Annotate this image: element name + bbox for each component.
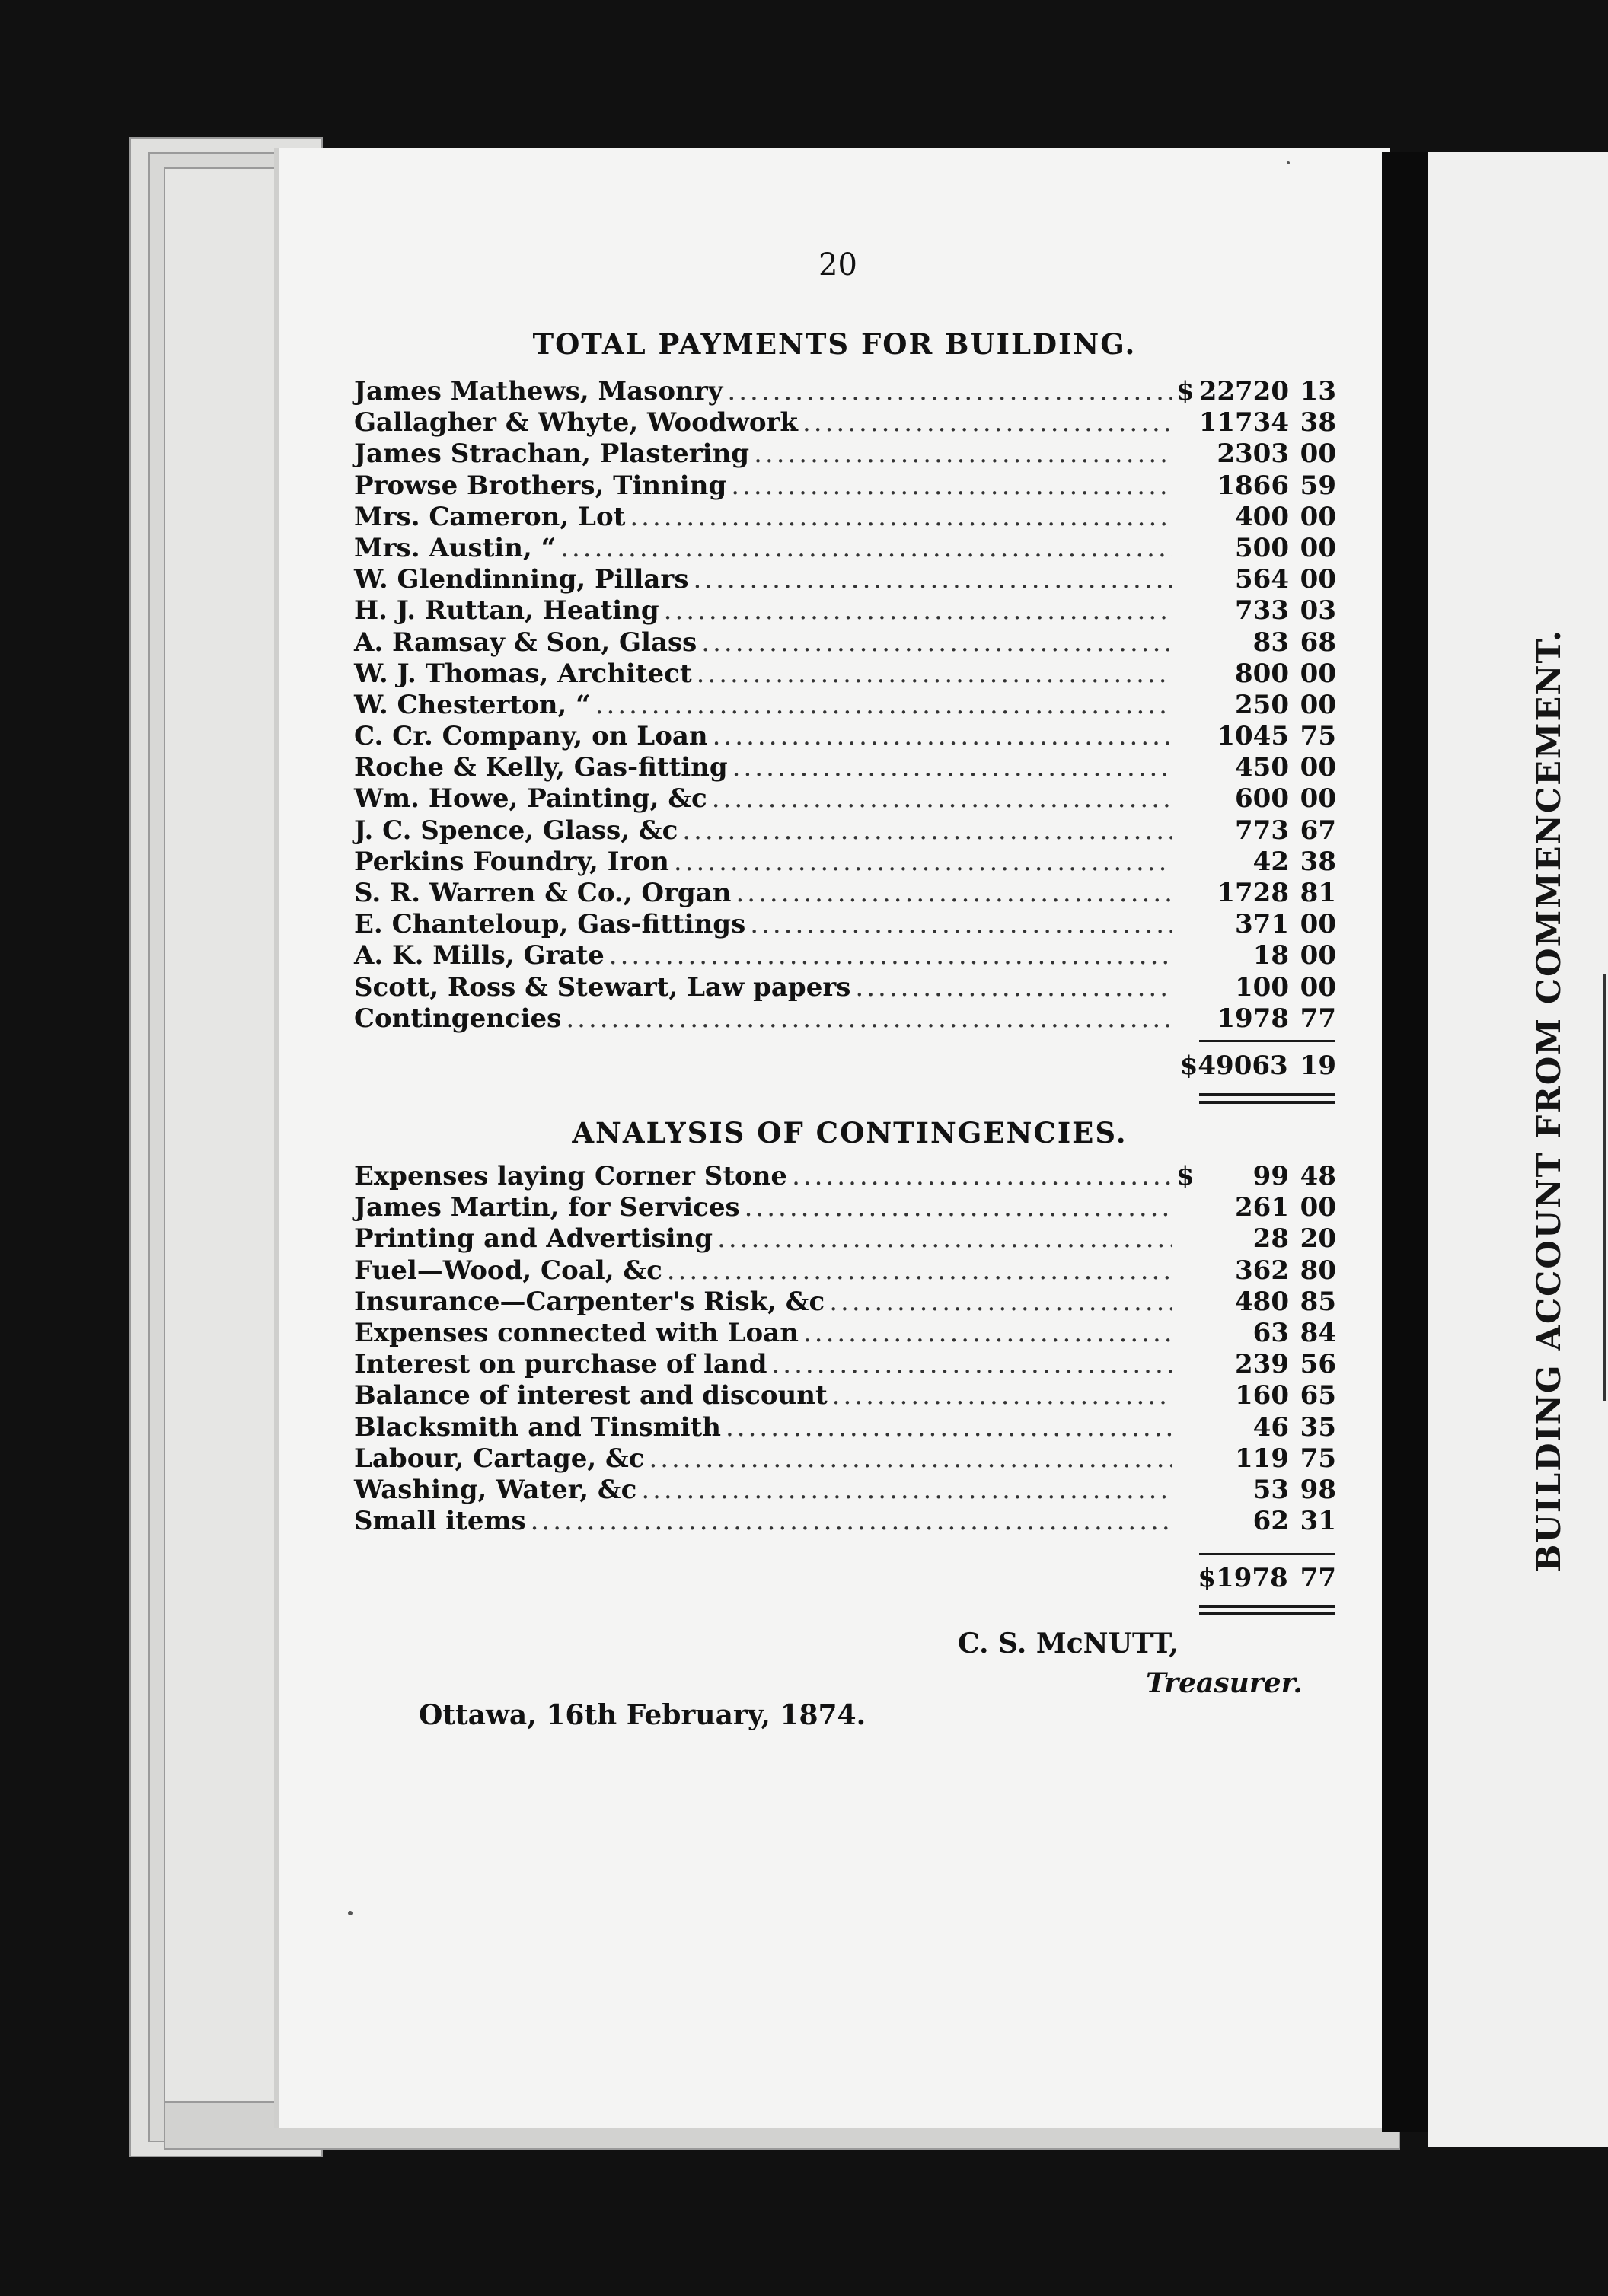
payment-row [354, 815, 1336, 847]
contingency-row [354, 1349, 1336, 1380]
payment-cents: 00 [1300, 752, 1336, 783]
payment-label: Perkins Foundry, Iron [354, 846, 669, 877]
payment-row [354, 533, 1336, 564]
payment-dollars: 600 [1235, 783, 1289, 815]
payment-row [354, 972, 1336, 1003]
payment-cents: 00 [1300, 689, 1336, 720]
payment-cents: 00 [1300, 564, 1336, 595]
contingency-label: Interest on purchase of land [354, 1349, 767, 1380]
contingencies-total [1195, 1563, 1336, 1593]
contingency-dollars: 99 [1252, 1161, 1289, 1191]
leader-dots [726, 1412, 1172, 1443]
payment-cents: 00 [1300, 532, 1336, 563]
payment-label: Prowse Brothers, Tinning [354, 470, 727, 501]
place-and-date: Ottawa, 16th February, 1874. [419, 1699, 866, 1731]
payment-cents: 59 [1300, 470, 1336, 501]
leader-dots [792, 1161, 1172, 1191]
contingency-row [354, 1506, 1336, 1537]
leader-dots [855, 972, 1172, 1003]
contingency-dollars: 362 [1235, 1255, 1289, 1286]
payment-label: James Mathews, Masonry [354, 376, 723, 407]
leader-dots [717, 1223, 1172, 1254]
contingencies-ledger [354, 1161, 1336, 1537]
contingency-dollars: 53 [1252, 1474, 1289, 1505]
contingency-label: Small items [354, 1506, 526, 1537]
payment-dollars: 42 [1252, 846, 1289, 877]
leader-dots [664, 595, 1172, 626]
payment-label: W. J. Thomas, Architect [354, 658, 692, 689]
contingency-row [354, 1443, 1336, 1475]
leader-dots [674, 847, 1172, 877]
contingency-row [354, 1318, 1336, 1349]
contingency-cents: 00 [1300, 1192, 1336, 1223]
double-rule [1199, 1101, 1335, 1104]
payment-label: W. Chesterton, “ [354, 689, 591, 720]
payment-dollars: 1045 [1217, 721, 1289, 752]
payment-cents: 00 [1300, 438, 1336, 470]
payment-cents: 81 [1300, 878, 1336, 908]
contingency-label: Expenses connected with Loan [354, 1317, 799, 1348]
leader-dots [771, 1349, 1172, 1379]
payment-row [354, 783, 1336, 815]
leader-dots [735, 878, 1172, 908]
payment-cents: 67 [1300, 815, 1336, 846]
payment-row [354, 909, 1336, 940]
contingency-dollars: 28 [1252, 1223, 1289, 1255]
payment-row [354, 502, 1336, 533]
contingency-cents: 75 [1300, 1443, 1336, 1474]
contingency-cents: 85 [1300, 1286, 1336, 1317]
leader-dots [630, 502, 1172, 532]
payment-row [354, 690, 1336, 721]
payment-dollars: 100 [1235, 971, 1289, 1003]
contingency-row [354, 1161, 1336, 1192]
contingencies-total-cents: 77 [1300, 1563, 1336, 1593]
leader-dots [727, 376, 1172, 407]
contingency-row [354, 1192, 1336, 1223]
contingency-cents: 20 [1300, 1223, 1336, 1255]
leader-dots [609, 940, 1172, 971]
contingency-row [354, 1380, 1336, 1411]
leader-dots [531, 1506, 1172, 1536]
payment-label: C. Cr. Company, on Loan [354, 721, 708, 752]
leader-dots [667, 1255, 1172, 1286]
payment-label: Mrs. Austin, “ [354, 532, 557, 563]
treasurer-title: Treasurer. [1146, 1667, 1303, 1699]
paper-speck [1287, 161, 1290, 164]
leader-dots [713, 721, 1172, 751]
payment-cents: 00 [1300, 971, 1336, 1003]
leader-dots [701, 627, 1172, 658]
leader-dots [682, 815, 1172, 846]
payment-label: W. Glendinning, Pillars [354, 564, 689, 595]
contingencies-total-dollars: $1978 [1198, 1563, 1288, 1593]
payment-label: Gallagher & Whyte, Woodwork [354, 407, 798, 438]
leader-dots [829, 1287, 1172, 1317]
contingency-label: Fuel—Wood, Coal, &c [354, 1255, 662, 1286]
contingency-label: Balance of interest and discount [354, 1380, 828, 1411]
sum-rule [1199, 1040, 1335, 1042]
sum-rule [1199, 1553, 1335, 1555]
page-number: 20 [818, 247, 857, 282]
payment-dollars: 1866 [1217, 470, 1289, 501]
payment-dollars: 18 [1252, 940, 1289, 971]
leader-dots [697, 659, 1172, 689]
leader-dots [560, 533, 1172, 563]
right-page [1428, 152, 1608, 2147]
double-rule [1199, 1612, 1335, 1615]
payment-dollars: 11734 [1198, 407, 1289, 438]
payment-row [354, 659, 1336, 690]
contingency-label: Insurance—Carpenter's Risk, &c [354, 1286, 825, 1317]
contingency-row [354, 1412, 1336, 1443]
payment-dollars: 371 [1235, 909, 1289, 940]
leader-dots [566, 1003, 1172, 1034]
contingency-dollars: 63 [1252, 1317, 1289, 1348]
contingency-row [354, 1475, 1336, 1506]
contingency-label: Expenses laying Corner Stone [354, 1161, 788, 1191]
contingency-cents: 56 [1300, 1349, 1336, 1380]
contingency-cents: 98 [1300, 1474, 1336, 1505]
payment-dollars: 2303 [1217, 438, 1289, 470]
payment-label: E. Chanteloup, Gas-fittings [354, 909, 746, 940]
contingency-label: Washing, Water, &c [354, 1474, 637, 1505]
contingency-label: Printing and Advertising [354, 1223, 713, 1255]
payment-label: Mrs. Cameron, Lot [354, 501, 626, 532]
leader-dots [832, 1380, 1172, 1411]
treasurer-name: C. S. McNUTT, [958, 1628, 1179, 1660]
payment-label: A. Ramsay & Son, Glass [354, 627, 697, 658]
payment-cents: 00 [1300, 658, 1336, 689]
payment-row [354, 627, 1336, 659]
payment-row [354, 847, 1336, 878]
contingency-dollars: 239 [1235, 1349, 1289, 1380]
currency-sign: $ [1176, 1161, 1195, 1191]
payment-cents: 38 [1300, 846, 1336, 877]
contingency-dollars: 261 [1235, 1192, 1289, 1223]
contingency-label: James Martin, for Services [354, 1192, 740, 1223]
payments-total-cents: 19 [1300, 1051, 1336, 1081]
payment-row [354, 407, 1336, 438]
payments-total [1179, 1051, 1336, 1081]
payment-label: H. J. Ruttan, Heating [354, 595, 659, 627]
payment-cents: 77 [1300, 1003, 1336, 1034]
payment-row [354, 878, 1336, 909]
payment-cents: 38 [1300, 407, 1336, 438]
payment-row [354, 438, 1336, 470]
leader-dots [803, 1318, 1172, 1348]
contingency-row [354, 1287, 1336, 1318]
leader-dots [595, 690, 1172, 720]
payment-dollars: 250 [1235, 689, 1289, 720]
payment-dollars: 450 [1235, 752, 1289, 783]
payment-row [354, 1003, 1336, 1035]
facing-page-title: BUILDING ACCOUNT FROM COMMENCEMENT. [1530, 629, 1568, 1572]
payment-cents: 00 [1300, 909, 1336, 940]
leader-dots [732, 752, 1172, 783]
payment-row [354, 752, 1336, 783]
payment-label: Roche & Kelly, Gas-fitting [354, 752, 728, 783]
contingency-dollars: 119 [1235, 1443, 1289, 1474]
payment-row [354, 470, 1336, 502]
currency-sign: $ [1176, 376, 1195, 407]
facing-page-rule [1603, 974, 1606, 1401]
leader-dots [693, 564, 1172, 595]
payments-title: TOTAL PAYMENTS FOR BUILDING. [532, 327, 1137, 361]
contingency-cents: 80 [1300, 1255, 1336, 1286]
leader-dots [731, 470, 1172, 501]
payment-cents: 00 [1300, 940, 1336, 971]
payment-label: Contingencies [354, 1003, 562, 1034]
payment-dollars: 773 [1235, 815, 1289, 846]
contingency-dollars: 160 [1235, 1380, 1289, 1411]
leader-dots [802, 407, 1172, 438]
contingency-label: Labour, Cartage, &c [354, 1443, 645, 1474]
contingency-cents: 35 [1300, 1411, 1336, 1443]
contingency-row [354, 1223, 1336, 1255]
payment-dollars: 22720 [1198, 376, 1289, 407]
double-rule [1199, 1093, 1335, 1096]
contingency-dollars: 62 [1252, 1506, 1289, 1537]
payment-cents: 75 [1300, 721, 1336, 752]
payment-row [354, 940, 1336, 971]
payment-dollars: 1728 [1217, 878, 1289, 908]
payment-cents: 03 [1300, 595, 1336, 627]
contingency-cents: 84 [1300, 1317, 1336, 1348]
payment-dollars: 800 [1235, 658, 1289, 689]
leader-dots [712, 783, 1172, 814]
payment-label: S. R. Warren & Co., Organ [354, 878, 732, 908]
contingency-dollars: 480 [1235, 1286, 1289, 1317]
payment-row [354, 564, 1336, 595]
payment-label: James Strachan, Plastering [354, 438, 750, 470]
leader-dots [754, 438, 1172, 469]
contingency-dollars: 46 [1252, 1411, 1289, 1443]
leader-dots [745, 1192, 1172, 1223]
contingencies-title: ANALYSIS OF CONTINGENCIES. [572, 1116, 1128, 1150]
leader-dots [750, 909, 1172, 939]
contingency-row [354, 1255, 1336, 1287]
payment-dollars: 564 [1235, 564, 1289, 595]
contingency-cents: 65 [1300, 1380, 1336, 1411]
contingency-cents: 48 [1300, 1161, 1336, 1191]
payment-label: Scott, Ross & Stewart, Law papers [354, 971, 851, 1003]
payment-dollars: 500 [1235, 532, 1289, 563]
payment-cents: 13 [1300, 376, 1336, 407]
payment-cents: 68 [1300, 627, 1336, 658]
payment-dollars: 400 [1235, 501, 1289, 532]
payment-row [354, 721, 1336, 752]
contingency-label: Blacksmith and Tinsmith [354, 1411, 721, 1443]
paper-speck [348, 1911, 353, 1915]
payment-cents: 00 [1300, 501, 1336, 532]
double-rule [1199, 1605, 1335, 1608]
leader-dots [649, 1443, 1172, 1474]
payment-dollars: 733 [1235, 595, 1289, 627]
payments-total-dollars: $49063 [1179, 1051, 1288, 1081]
payment-dollars: 83 [1252, 627, 1289, 658]
payment-dollars: 1978 [1217, 1003, 1289, 1034]
payment-cents: 00 [1300, 783, 1336, 815]
payment-label: A. K. Mills, Grate [354, 940, 605, 971]
payment-row [354, 376, 1336, 407]
payment-row [354, 595, 1336, 627]
contingency-cents: 31 [1300, 1506, 1336, 1537]
payment-label: Wm. Howe, Painting, &c [354, 783, 707, 815]
payments-ledger [354, 376, 1336, 1035]
payment-label: J. C. Spence, Glass, &c [354, 815, 678, 846]
leader-dots [641, 1475, 1172, 1505]
